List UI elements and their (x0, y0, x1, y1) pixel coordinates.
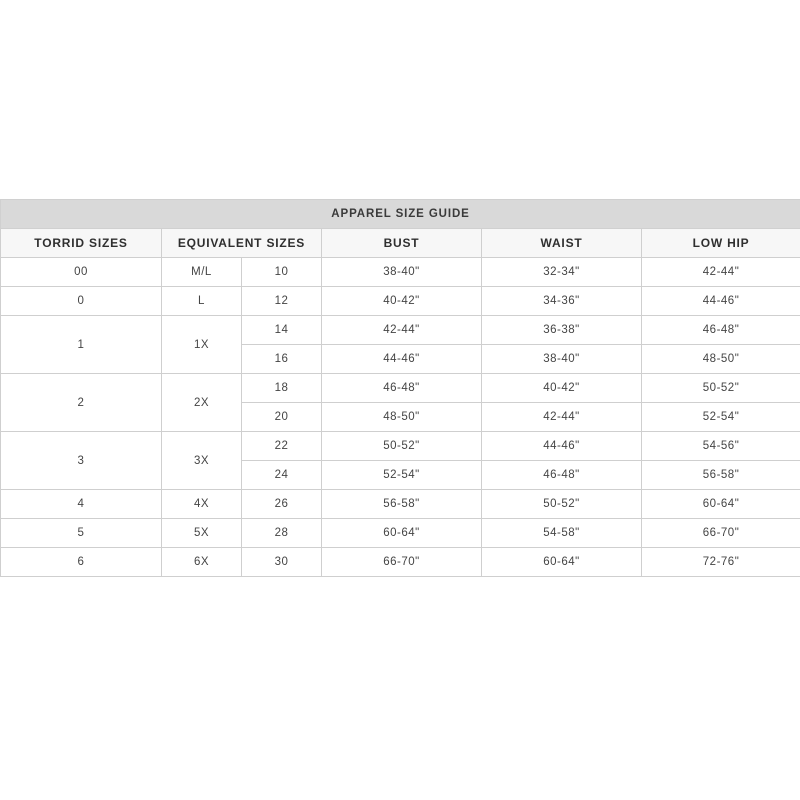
title-row (1, 200, 800, 229)
size-guide-table (0, 199, 800, 577)
table-row (1, 432, 800, 461)
numeric-size-cell: 30 (242, 548, 322, 577)
bust-cell: 50-52" (322, 432, 482, 461)
letter-size-cell: 1X (162, 316, 242, 374)
waist-cell: 42-44" (482, 403, 642, 432)
table-row (1, 490, 800, 519)
waist-cell: 46-48" (482, 461, 642, 490)
low-hip-cell: 44-46" (642, 287, 800, 316)
bust-cell: 42-44" (322, 316, 482, 345)
table-title: APPAREL SIZE GUIDE (1, 200, 800, 229)
table-row (1, 258, 800, 287)
letter-size-cell: L (162, 287, 242, 316)
table-row (1, 548, 800, 577)
table-row (1, 519, 800, 548)
header-low-hip: LOW HIP (642, 229, 800, 258)
size-guide-container (0, 199, 800, 577)
low-hip-cell: 54-56" (642, 432, 800, 461)
bust-cell: 52-54" (322, 461, 482, 490)
waist-cell: 60-64" (482, 548, 642, 577)
waist-cell: 34-36" (482, 287, 642, 316)
letter-size-cell: 2X (162, 374, 242, 432)
bust-cell: 38-40" (322, 258, 482, 287)
letter-size-cell: 6X (162, 548, 242, 577)
numeric-size-cell: 10 (242, 258, 322, 287)
low-hip-cell: 48-50" (642, 345, 800, 374)
numeric-size-cell: 18 (242, 374, 322, 403)
letter-size-cell: 3X (162, 432, 242, 490)
low-hip-cell: 72-76" (642, 548, 800, 577)
bust-cell: 48-50" (322, 403, 482, 432)
low-hip-cell: 46-48" (642, 316, 800, 345)
torrid-size-cell: 3 (1, 432, 162, 490)
low-hip-cell: 56-58" (642, 461, 800, 490)
bust-cell: 40-42" (322, 287, 482, 316)
letter-size-cell: M/L (162, 258, 242, 287)
waist-cell: 40-42" (482, 374, 642, 403)
numeric-size-cell: 12 (242, 287, 322, 316)
header-waist: WAIST (482, 229, 642, 258)
torrid-size-cell: 00 (1, 258, 162, 287)
torrid-size-cell: 5 (1, 519, 162, 548)
table-row (1, 287, 800, 316)
bust-cell: 56-58" (322, 490, 482, 519)
waist-cell: 38-40" (482, 345, 642, 374)
numeric-size-cell: 22 (242, 432, 322, 461)
low-hip-cell: 50-52" (642, 374, 800, 403)
torrid-size-cell: 6 (1, 548, 162, 577)
waist-cell: 54-58" (482, 519, 642, 548)
letter-size-cell: 5X (162, 519, 242, 548)
low-hip-cell: 42-44" (642, 258, 800, 287)
header-equivalent-sizes: EQUIVALENT SIZES (162, 229, 322, 258)
table-row (1, 316, 800, 345)
waist-cell: 36-38" (482, 316, 642, 345)
numeric-size-cell: 28 (242, 519, 322, 548)
bust-cell: 44-46" (322, 345, 482, 374)
header-torrid-sizes: TORRID SIZES (1, 229, 162, 258)
torrid-size-cell: 1 (1, 316, 162, 374)
numeric-size-cell: 26 (242, 490, 322, 519)
waist-cell: 50-52" (482, 490, 642, 519)
numeric-size-cell: 16 (242, 345, 322, 374)
torrid-size-cell: 4 (1, 490, 162, 519)
bust-cell: 46-48" (322, 374, 482, 403)
bust-cell: 66-70" (322, 548, 482, 577)
header-bust: BUST (322, 229, 482, 258)
bust-cell: 60-64" (322, 519, 482, 548)
numeric-size-cell: 14 (242, 316, 322, 345)
low-hip-cell: 60-64" (642, 490, 800, 519)
torrid-size-cell: 0 (1, 287, 162, 316)
numeric-size-cell: 20 (242, 403, 322, 432)
numeric-size-cell: 24 (242, 461, 322, 490)
torrid-size-cell: 2 (1, 374, 162, 432)
letter-size-cell: 4X (162, 490, 242, 519)
low-hip-cell: 66-70" (642, 519, 800, 548)
low-hip-cell: 52-54" (642, 403, 800, 432)
waist-cell: 32-34" (482, 258, 642, 287)
table-row (1, 374, 800, 403)
header-row (1, 229, 800, 258)
waist-cell: 44-46" (482, 432, 642, 461)
